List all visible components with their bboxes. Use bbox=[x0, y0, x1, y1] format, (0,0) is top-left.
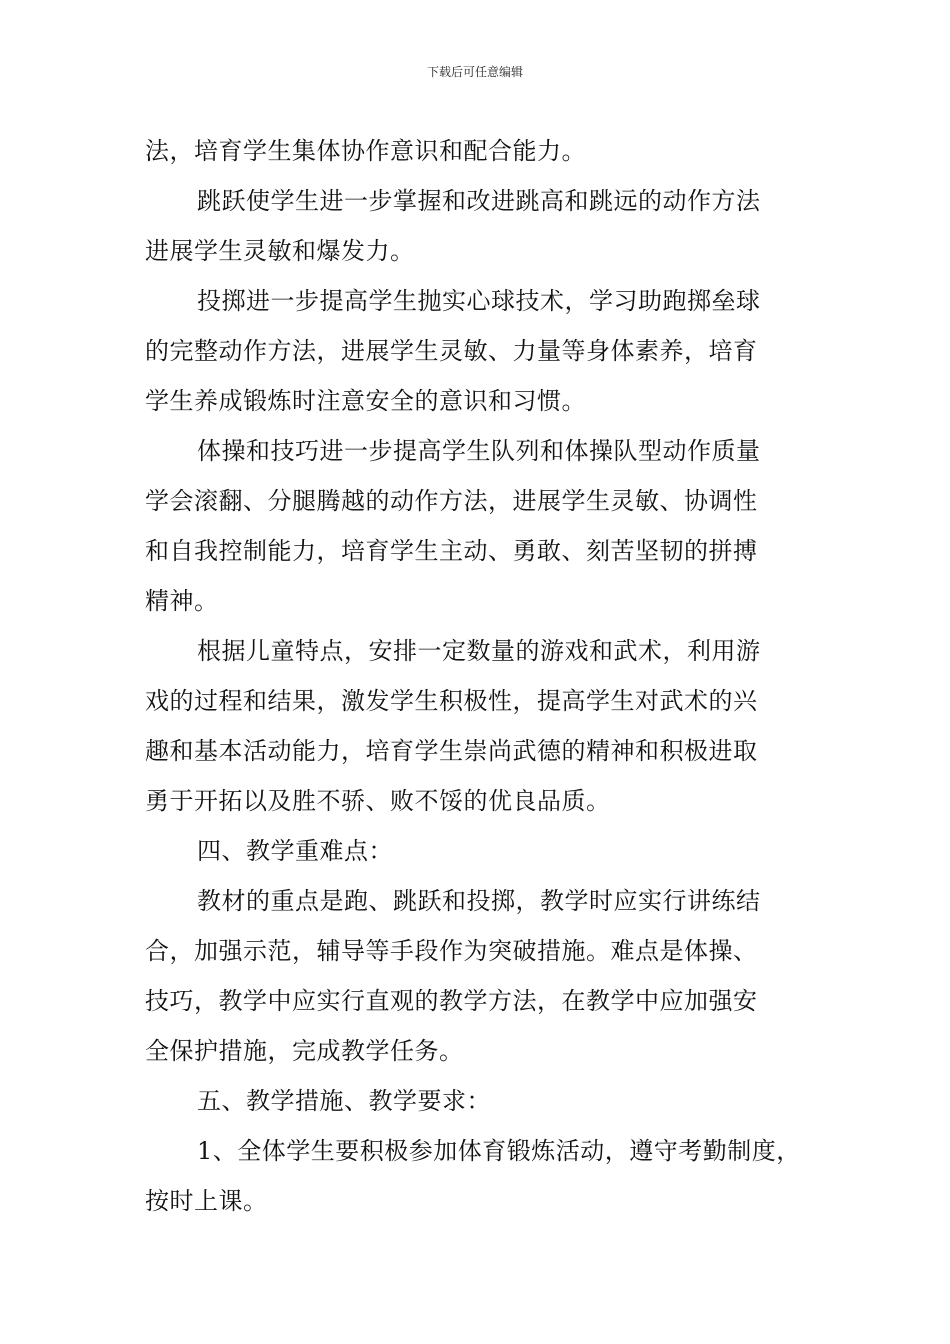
text-line: 学会滚翻、分腿腾越的动作方法，进展学生灵敏、协调性 bbox=[145, 487, 758, 515]
text-line: 戏的过程和结果，激发学生积极性，提高学生对武术的兴 bbox=[145, 687, 758, 715]
text-line: 学生养成锻炼时注意安全的意识和习惯。 bbox=[145, 387, 586, 415]
document-body bbox=[145, 126, 815, 1226]
text-line: 法，培育学生集体协作意识和配合能力。 bbox=[145, 137, 586, 165]
text-line: 全保护措施，完成教学任务。 bbox=[145, 1037, 464, 1065]
text-line: 合，加强示范，辅导等手段作为突破措施。难点是体操、 bbox=[145, 937, 758, 965]
text-line: 趣和基本活动能力，培育学生崇尚武德的精神和积极进取 bbox=[145, 737, 758, 765]
text-line: 的完整动作方法，进展学生灵敏、力量等身体素养，培育 bbox=[145, 337, 758, 365]
text-line: 1、全体学生要积极参加体育锻炼活动，遵守考勤制度， bbox=[197, 1137, 801, 1165]
text-line: 跳跃使学生进一步掌握和改进跳高和跳远的动作方法 bbox=[197, 187, 761, 215]
text-line: 按时上课。 bbox=[145, 1187, 268, 1215]
text-line: 根据儿童特点，安排一定数量的游戏和武术，利用游 bbox=[197, 637, 761, 665]
section-heading: 四、教学重难点： bbox=[197, 837, 393, 865]
text-line: 进展学生灵敏和爆发力。 bbox=[145, 237, 415, 265]
text-line: 和自我控制能力，培育学生主动、勇敢、刻苦坚韧的拼搏 bbox=[145, 537, 758, 565]
text-line: 体操和技巧进一步提高学生队列和体操队型动作质量 bbox=[197, 437, 761, 465]
page-header-note: 下载后可任意编辑 bbox=[426, 65, 523, 79]
section-heading: 五、教学措施、教学要求： bbox=[197, 1087, 491, 1115]
text-line: 教材的重点是跑、跳跃和投掷，教学时应实行讲练结 bbox=[197, 887, 761, 915]
text-line: 勇于开拓以及胜不骄、败不馁的优良品质。 bbox=[145, 787, 611, 815]
text-line: 技巧，教学中应实行直观的教学方法，在教学中应加强安 bbox=[145, 987, 758, 1015]
text-line: 精神。 bbox=[145, 587, 219, 615]
text-line: 投掷进一步提高学生抛实心球技术，学习助跑掷垒球 bbox=[197, 287, 761, 315]
